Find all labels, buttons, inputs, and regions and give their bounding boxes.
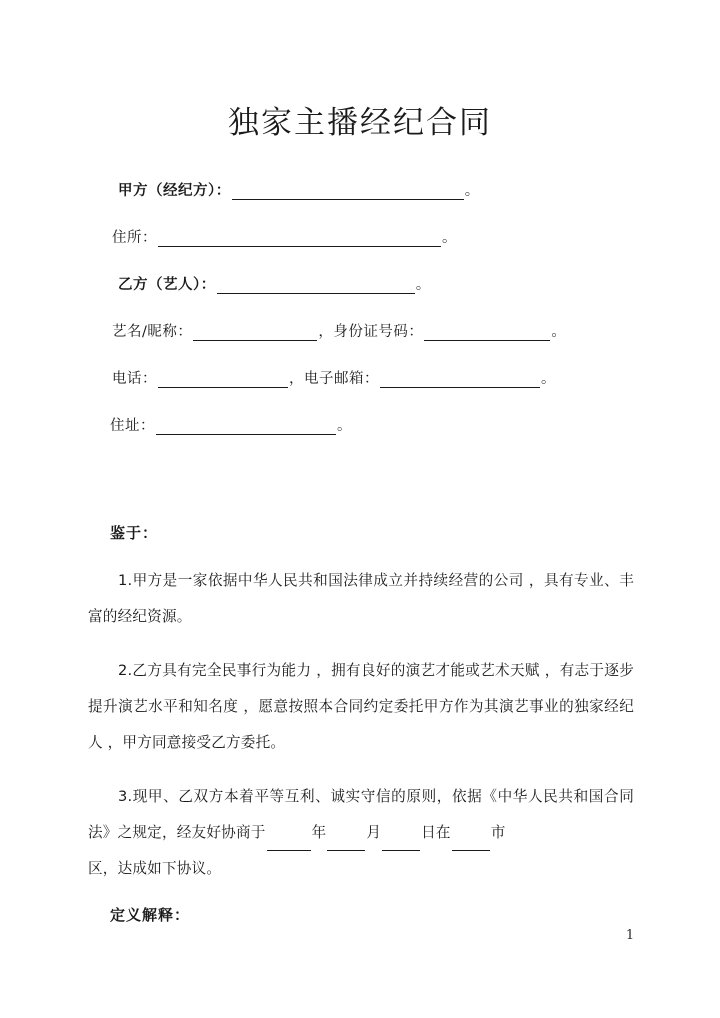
phone-row [88, 356, 648, 403]
party-a-address-row [88, 215, 648, 262]
party-b-address-blank[interactable] [156, 419, 336, 435]
party-a-row [88, 168, 648, 215]
day-unit-label: 日在 [421, 823, 451, 841]
party-b-address-row [88, 403, 648, 450]
id-number-period: 。 [551, 324, 567, 341]
party-b-blank[interactable] [217, 278, 415, 294]
month-unit-label: 月 [366, 823, 382, 841]
year-unit-label: 年 [311, 823, 327, 841]
party-a-address-label: 住所： [112, 230, 157, 247]
email-label: 电子邮箱： [304, 371, 379, 388]
phone-label: 电话： [112, 371, 157, 388]
party-a-address-blank[interactable] [158, 231, 441, 247]
party-b-row [88, 262, 648, 309]
id-number-label: 身份证号码： [333, 324, 424, 341]
recital-item-3-text-end: 区，达成如下协议。 [88, 859, 222, 877]
recital-item-3 [88, 779, 634, 887]
signing-day-blank[interactable] [382, 836, 420, 851]
party-b-address-label: 住址： [110, 418, 155, 435]
email-period: 。 [541, 371, 556, 388]
phone-separator: ， [289, 371, 304, 388]
page-title: 独家主播经纪合同 [228, 104, 492, 141]
party-a-address-period: 。 [442, 230, 457, 247]
party-a-blank[interactable] [232, 184, 464, 200]
page-number: 1 [625, 928, 635, 943]
stage-name-label: 艺名/昵称： [112, 324, 193, 341]
phone-blank[interactable] [158, 372, 288, 388]
definitions-heading: 定义解释： [110, 906, 191, 925]
recitals-heading: 鉴于： [110, 524, 159, 543]
signing-city-blank[interactable] [452, 836, 490, 851]
stage-name-row [88, 309, 648, 356]
recital-item-2: 2.乙方具有完全民事行为能力 ，拥有良好的演艺才能或艺术天赋 ，有志于逐步提升演艺水平和知名度 ，愿意按照本合同约定委托甲方作为其演艺事业的独家经纪人 ，甲方同意接受乙方委托。 [88, 661, 634, 751]
party-b-address-period: 。 [337, 418, 352, 435]
city-unit-label: 市 [490, 823, 506, 841]
party-a-period: 。 [464, 183, 480, 200]
signing-year-blank[interactable] [267, 836, 311, 851]
recital-item-1: 1.甲方是一家依据中华人民共和国法律成立并持续经营的公司 ，具有专业、丰富的经纪资源。 [88, 571, 634, 625]
party-a-label: 甲方（经纪方）： [118, 183, 231, 200]
party-b-period: 。 [415, 277, 431, 294]
stage-name-separator: ， [318, 324, 334, 341]
stage-name-blank[interactable] [193, 325, 317, 341]
recital-item-3-text-start: 3.现甲、乙双方本着平等互利、诚实守信的原则，依据《中华人民共和国合同法》之规定，经友好协商于 [88, 787, 634, 841]
party-b-label: 乙方（艺人）： [118, 277, 216, 294]
email-blank[interactable] [380, 372, 540, 388]
signing-month-blank[interactable] [327, 836, 365, 851]
id-number-blank[interactable] [424, 325, 550, 341]
party-information-block [88, 168, 648, 450]
